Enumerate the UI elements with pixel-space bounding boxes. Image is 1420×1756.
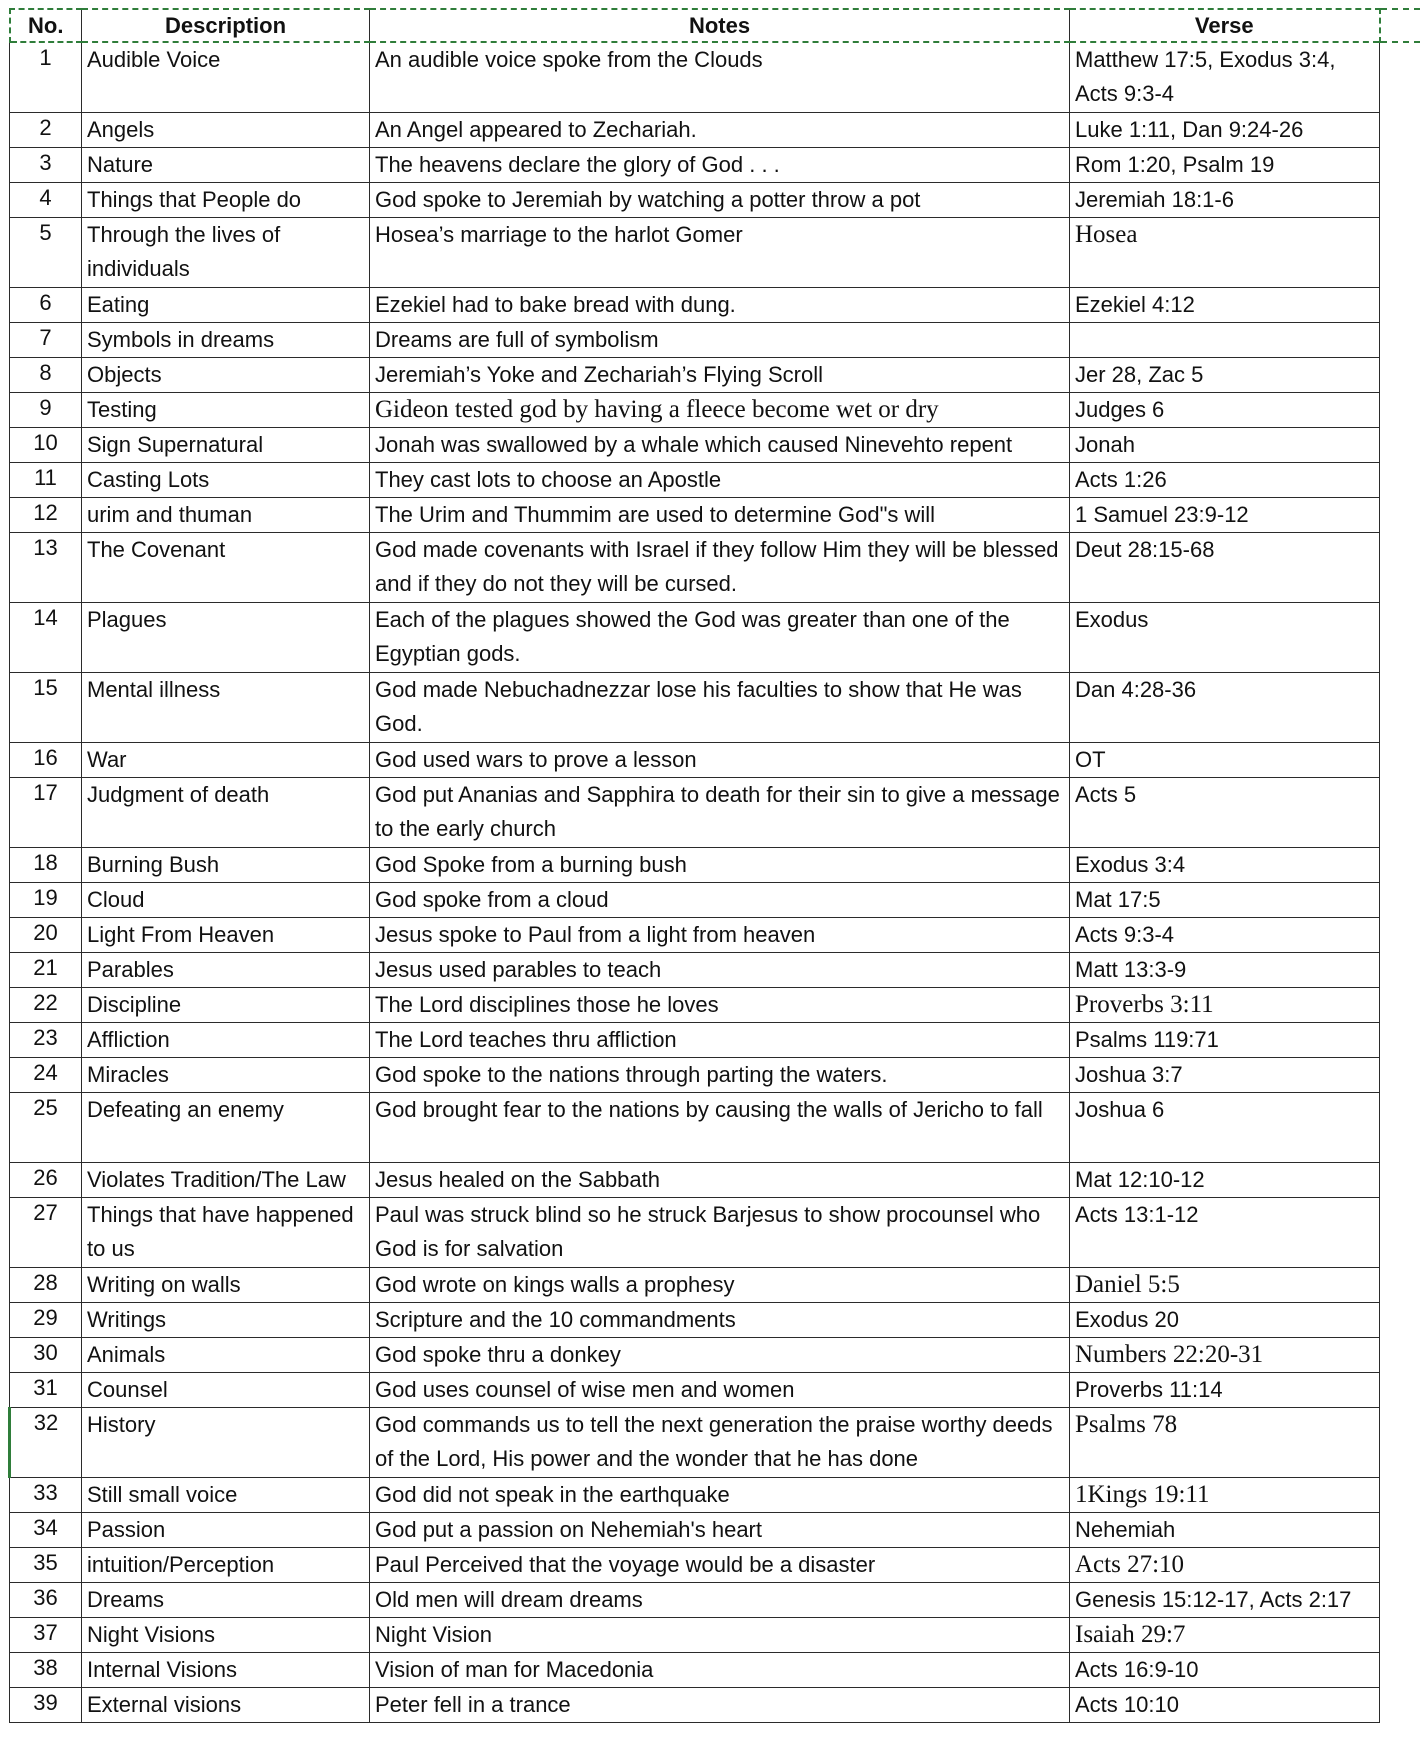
cell-verse[interactable]: 1 Samuel 23:9-12: [1070, 498, 1380, 533]
cell-verse[interactable]: Jonah: [1070, 428, 1380, 463]
table-row: [10, 218, 1420, 288]
cell-empty[interactable]: [1380, 393, 1420, 428]
cell-no[interactable]: 4: [10, 183, 82, 218]
table-row: [10, 1163, 1420, 1198]
cell-verse[interactable]: Psalms 78: [1070, 1408, 1380, 1478]
cell-verse[interactable]: Exodus: [1070, 603, 1380, 673]
cell-description[interactable]: Discipline: [82, 988, 370, 1023]
cell-empty[interactable]: [1380, 183, 1420, 218]
table-row: [10, 1093, 1420, 1163]
table-row: [10, 113, 1420, 148]
cell-empty[interactable]: [1380, 463, 1420, 498]
cell-description[interactable]: Testing: [82, 393, 370, 428]
cell-empty[interactable]: [1380, 218, 1420, 288]
table-row: [10, 533, 1420, 603]
cell-notes[interactable]: Night Vision: [370, 1618, 1070, 1653]
cell-notes[interactable]: An Angel appeared to Zechariah.: [370, 113, 1070, 148]
table-row: [10, 463, 1420, 498]
table-row: [10, 1268, 1420, 1303]
cell-no[interactable]: 11: [10, 463, 82, 498]
cell-notes[interactable]: The Lord disciplines those he loves: [370, 988, 1070, 1023]
cell-empty[interactable]: [1380, 1513, 1420, 1548]
cell-verse[interactable]: Deut 28:15-68: [1070, 533, 1380, 603]
cell-notes[interactable]: God used wars to prove a lesson: [370, 743, 1070, 778]
table-row: [10, 673, 1420, 743]
cell-verse[interactable]: Exodus 3:4: [1070, 848, 1380, 883]
cell-description[interactable]: Symbols in dreams: [82, 323, 370, 358]
cell-no[interactable]: 35: [10, 1548, 82, 1583]
cell-description[interactable]: Objects: [82, 358, 370, 393]
cell-description[interactable]: Mental illness: [82, 673, 370, 743]
header-row: [10, 9, 1420, 42]
cell-verse[interactable]: Numbers 22:20-31: [1070, 1338, 1380, 1373]
cell-empty[interactable]: [1380, 1548, 1420, 1583]
cell-empty[interactable]: [1380, 1303, 1420, 1338]
cell-notes[interactable]: God put Ananias and Sapphira to death for their sin to give a message to the early church: [370, 778, 1070, 848]
cell-verse[interactable]: Acts 27:10: [1070, 1548, 1380, 1583]
cell-no[interactable]: 24: [10, 1058, 82, 1093]
cell-notes[interactable]: They cast lots to choose an Apostle: [370, 463, 1070, 498]
cell-no[interactable]: 29: [10, 1303, 82, 1338]
table-row: [10, 953, 1420, 988]
cell-verse[interactable]: Judges 6: [1070, 393, 1380, 428]
cell-notes[interactable]: God spoke to the nations through parting the waters.: [370, 1058, 1070, 1093]
table-row: [10, 148, 1420, 183]
cell-no[interactable]: 9: [10, 393, 82, 428]
cell-no[interactable]: 33: [10, 1478, 82, 1513]
cell-description[interactable]: Things that People do: [82, 183, 370, 218]
cell-description[interactable]: Cloud: [82, 883, 370, 918]
cell-notes[interactable]: Ezekiel had to bake bread with dung.: [370, 288, 1070, 323]
cell-notes[interactable]: Gideon tested god by having a fleece become wet or dry: [370, 393, 1070, 428]
cell-verse[interactable]: Hosea: [1070, 218, 1380, 288]
table-row: [10, 42, 1420, 113]
cell-description[interactable]: Dreams: [82, 1583, 370, 1618]
cell-notes[interactable]: God uses counsel of wise men and women: [370, 1373, 1070, 1408]
table-row: [10, 1058, 1420, 1093]
table-row: [10, 1338, 1420, 1373]
cell-notes[interactable]: God did not speak in the earthquake: [370, 1478, 1070, 1513]
cell-verse[interactable]: Acts 1:26: [1070, 463, 1380, 498]
cell-verse[interactable]: Mat 17:5: [1070, 883, 1380, 918]
cell-notes[interactable]: Paul Perceived that the voyage would be a disaster: [370, 1548, 1070, 1583]
cell-no[interactable]: 7: [10, 323, 82, 358]
cell-description[interactable]: Animals: [82, 1338, 370, 1373]
table-row: [10, 1513, 1420, 1548]
cell-verse[interactable]: Acts 13:1-12: [1070, 1198, 1380, 1268]
cell-verse[interactable]: Jeremiah 18:1-6: [1070, 183, 1380, 218]
cell-verse[interactable]: Dan 4:28-36: [1070, 673, 1380, 743]
cell-description[interactable]: Light From Heaven: [82, 918, 370, 953]
cell-description[interactable]: Counsel: [82, 1373, 370, 1408]
cell-description[interactable]: Things that have happened to us: [82, 1198, 370, 1268]
cell-verse[interactable]: Nehemiah: [1070, 1513, 1380, 1548]
cell-empty[interactable]: [1380, 848, 1420, 883]
table-row: [10, 1618, 1420, 1653]
cell-no[interactable]: 17: [10, 778, 82, 848]
cell-no[interactable]: 23: [10, 1023, 82, 1058]
cell-description[interactable]: Defeating an enemy: [82, 1093, 370, 1163]
cell-empty[interactable]: [1380, 1338, 1420, 1373]
cell-notes[interactable]: Hosea’s marriage to the harlot Gomer: [370, 218, 1070, 288]
table-row: [10, 743, 1420, 778]
cell-empty[interactable]: [1380, 1688, 1420, 1723]
table-row: [10, 323, 1420, 358]
cell-notes[interactable]: God commands us to tell the next generation the praise worthy deeds of the Lord, His power and the wonder that he has done: [370, 1408, 1070, 1478]
cell-empty[interactable]: [1380, 1408, 1420, 1478]
cell-no[interactable]: 18: [10, 848, 82, 883]
column-header-empty[interactable]: [1380, 9, 1420, 42]
cell-description[interactable]: Affliction: [82, 1023, 370, 1058]
cell-notes[interactable]: Vision of man for Macedonia: [370, 1653, 1070, 1688]
cell-verse[interactable]: Mat 12:10-12: [1070, 1163, 1380, 1198]
cell-description[interactable]: Writing on walls: [82, 1268, 370, 1303]
cell-description[interactable]: urim and thuman: [82, 498, 370, 533]
cell-verse[interactable]: Acts 16:9-10: [1070, 1653, 1380, 1688]
cell-description[interactable]: Internal Visions: [82, 1653, 370, 1688]
table-row: [10, 603, 1420, 673]
cell-notes[interactable]: Jesus healed on the Sabbath: [370, 1163, 1070, 1198]
cell-no[interactable]: 30: [10, 1338, 82, 1373]
column-header-description[interactable]: Description: [82, 9, 370, 42]
cell-notes[interactable]: God made Nebuchadnezzar lose his faculties to show that He was God.: [370, 673, 1070, 743]
cell-no[interactable]: 3: [10, 148, 82, 183]
cell-no[interactable]: 6: [10, 288, 82, 323]
cell-empty[interactable]: [1380, 603, 1420, 673]
table-row: [10, 498, 1420, 533]
cell-description[interactable]: Sign Supernatural: [82, 428, 370, 463]
cell-empty[interactable]: [1380, 673, 1420, 743]
cell-empty[interactable]: [1380, 1163, 1420, 1198]
cell-verse[interactable]: Joshua 3:7: [1070, 1058, 1380, 1093]
cell-notes[interactable]: God made covenants with Israel if they follow Him they will be blessed and if they do not they will be cursed.: [370, 533, 1070, 603]
cell-description[interactable]: intuition/Perception: [82, 1548, 370, 1583]
cell-verse[interactable]: 1Kings 19:11: [1070, 1478, 1380, 1513]
table-row: [10, 183, 1420, 218]
cell-no[interactable]: 28: [10, 1268, 82, 1303]
cell-no[interactable]: 15: [10, 673, 82, 743]
cell-no[interactable]: 2: [10, 113, 82, 148]
cell-no[interactable]: 13: [10, 533, 82, 603]
cell-notes[interactable]: God brought fear to the nations by causing the walls of Jericho to fall: [370, 1093, 1070, 1163]
cell-notes[interactable]: Each of the plagues showed the God was greater than one of the Egyptian gods.: [370, 603, 1070, 673]
cell-empty[interactable]: [1380, 1653, 1420, 1688]
cell-notes[interactable]: The Lord teaches thru affliction: [370, 1023, 1070, 1058]
cell-verse[interactable]: Matthew 17:5, Exodus 3:4, Acts 9:3-4: [1070, 42, 1380, 113]
cell-description[interactable]: External visions: [82, 1688, 370, 1723]
cell-verse[interactable]: Joshua 6: [1070, 1093, 1380, 1163]
cell-notes[interactable]: Jesus used parables to teach: [370, 953, 1070, 988]
cell-empty[interactable]: [1380, 1268, 1420, 1303]
cell-no[interactable]: 27: [10, 1198, 82, 1268]
cell-verse[interactable]: Jer 28, Zac 5: [1070, 358, 1380, 393]
cell-notes[interactable]: Paul was struck blind so he struck Barjesus to show procounsel who God is for salvation: [370, 1198, 1070, 1268]
cell-notes[interactable]: Jeremiah’s Yoke and Zechariah’s Flying Scroll: [370, 358, 1070, 393]
cell-notes[interactable]: Jesus spoke to Paul from a light from heaven: [370, 918, 1070, 953]
cell-empty[interactable]: [1380, 1023, 1420, 1058]
cell-verse[interactable]: Proverbs 11:14: [1070, 1373, 1380, 1408]
cell-description[interactable]: Eating: [82, 288, 370, 323]
cell-verse[interactable]: Ezekiel 4:12: [1070, 288, 1380, 323]
cell-no[interactable]: 34: [10, 1513, 82, 1548]
cell-empty[interactable]: [1380, 113, 1420, 148]
cell-no[interactable]: 12: [10, 498, 82, 533]
cell-description[interactable]: Still small voice: [82, 1478, 370, 1513]
cell-description[interactable]: Casting Lots: [82, 463, 370, 498]
cell-verse[interactable]: Matt 13:3-9: [1070, 953, 1380, 988]
table-row: [10, 428, 1420, 463]
table-row: [10, 1583, 1420, 1618]
cell-verse[interactable]: Acts 10:10: [1070, 1688, 1380, 1723]
cell-description[interactable]: War: [82, 743, 370, 778]
cell-description[interactable]: Miracles: [82, 1058, 370, 1093]
column-header-no[interactable]: No.: [10, 9, 82, 42]
cell-description[interactable]: Parables: [82, 953, 370, 988]
cell-empty[interactable]: [1380, 743, 1420, 778]
cell-description[interactable]: The Covenant: [82, 533, 370, 603]
cell-verse[interactable]: Proverbs 3:11: [1070, 988, 1380, 1023]
cell-no[interactable]: 21: [10, 953, 82, 988]
cell-empty[interactable]: [1380, 1618, 1420, 1653]
cell-description[interactable]: Passion: [82, 1513, 370, 1548]
cell-no[interactable]: 8: [10, 358, 82, 393]
cell-notes[interactable]: Jonah was swallowed by a whale which caused Ninevehto repent: [370, 428, 1070, 463]
cell-no[interactable]: 25: [10, 1093, 82, 1163]
cell-notes[interactable]: God spoke to Jeremiah by watching a potter throw a pot: [370, 183, 1070, 218]
cell-notes[interactable]: Old men will dream dreams: [370, 1583, 1070, 1618]
cell-notes[interactable]: The heavens declare the glory of God . . .: [370, 148, 1070, 183]
cell-empty[interactable]: [1380, 883, 1420, 918]
cell-notes[interactable]: Peter fell in a trance: [370, 1688, 1070, 1723]
table-row: [10, 1198, 1420, 1268]
cell-empty[interactable]: [1380, 428, 1420, 463]
cell-verse[interactable]: Isaiah 29:7: [1070, 1618, 1380, 1653]
cell-notes[interactable]: God Spoke from a burning bush: [370, 848, 1070, 883]
cell-notes[interactable]: An audible voice spoke from the Clouds: [370, 42, 1070, 113]
cell-no[interactable]: 22: [10, 988, 82, 1023]
cell-description[interactable]: Burning Bush: [82, 848, 370, 883]
cell-description[interactable]: Judgment of death: [82, 778, 370, 848]
cell-empty[interactable]: [1380, 1478, 1420, 1513]
cell-description[interactable]: Audible Voice: [82, 42, 370, 113]
table-row: [10, 1478, 1420, 1513]
cell-notes[interactable]: God spoke from a cloud: [370, 883, 1070, 918]
cell-no[interactable]: 38: [10, 1653, 82, 1688]
cell-verse[interactable]: [1070, 323, 1380, 358]
cell-description[interactable]: Nature: [82, 148, 370, 183]
cell-empty[interactable]: [1380, 1373, 1420, 1408]
cell-verse[interactable]: OT: [1070, 743, 1380, 778]
column-header-notes[interactable]: Notes: [370, 9, 1070, 42]
cell-description[interactable]: Through the lives of individuals: [82, 218, 370, 288]
cell-description[interactable]: Writings: [82, 1303, 370, 1338]
cell-no[interactable]: 5: [10, 218, 82, 288]
cell-notes[interactable]: God wrote on kings walls a prophesy: [370, 1268, 1070, 1303]
table-row: [10, 918, 1420, 953]
table-row: [10, 1653, 1420, 1688]
cell-empty[interactable]: [1380, 358, 1420, 393]
cell-no[interactable]: 14: [10, 603, 82, 673]
cell-no[interactable]: 36: [10, 1583, 82, 1618]
table-row: [10, 988, 1420, 1023]
cell-description[interactable]: Violates Tradition/The Law: [82, 1163, 370, 1198]
cell-empty[interactable]: [1380, 323, 1420, 358]
spreadsheet: [8, 8, 1420, 1723]
cell-empty[interactable]: [1380, 778, 1420, 848]
cell-empty[interactable]: [1380, 918, 1420, 953]
column-header-verse[interactable]: Verse: [1070, 9, 1380, 42]
cell-empty[interactable]: [1380, 1583, 1420, 1618]
cell-verse[interactable]: Acts 5: [1070, 778, 1380, 848]
cell-verse[interactable]: Luke 1:11, Dan 9:24-26: [1070, 113, 1380, 148]
cell-notes[interactable]: God put a passion on Nehemiah's heart: [370, 1513, 1070, 1548]
cell-verse[interactable]: Exodus 20: [1070, 1303, 1380, 1338]
cell-empty[interactable]: [1380, 988, 1420, 1023]
cell-no[interactable]: 26: [10, 1163, 82, 1198]
cell-verse[interactable]: Acts 9:3-4: [1070, 918, 1380, 953]
cell-verse[interactable]: Psalms 119:71: [1070, 1023, 1380, 1058]
cell-no[interactable]: 37: [10, 1618, 82, 1653]
table-row: [10, 1688, 1420, 1723]
cell-empty[interactable]: [1380, 533, 1420, 603]
cell-description[interactable]: Angels: [82, 113, 370, 148]
cell-description[interactable]: Night Visions: [82, 1618, 370, 1653]
cell-no[interactable]: 31: [10, 1373, 82, 1408]
table-body: [10, 42, 1420, 1723]
table-row: [10, 1408, 1420, 1478]
table-row: [10, 1373, 1420, 1408]
table-row: [10, 1023, 1420, 1058]
cell-notes[interactable]: Scripture and the 10 commandments: [370, 1303, 1070, 1338]
cell-empty[interactable]: [1380, 288, 1420, 323]
cell-no[interactable]: 20: [10, 918, 82, 953]
cell-empty[interactable]: [1380, 953, 1420, 988]
cell-verse[interactable]: Rom 1:20, Psalm 19: [1070, 148, 1380, 183]
cell-empty[interactable]: [1380, 1058, 1420, 1093]
table-row: [10, 883, 1420, 918]
table-row: [10, 358, 1420, 393]
cell-empty[interactable]: [1380, 1093, 1420, 1163]
cell-verse[interactable]: Daniel 5:5: [1070, 1268, 1380, 1303]
cell-empty[interactable]: [1380, 498, 1420, 533]
table-row: [10, 778, 1420, 848]
cell-no[interactable]: 32: [10, 1408, 82, 1478]
cell-empty[interactable]: [1380, 148, 1420, 183]
cell-verse[interactable]: Genesis 15:12-17, Acts 2:17: [1070, 1583, 1380, 1618]
table-row: [10, 1303, 1420, 1338]
cell-no[interactable]: 10: [10, 428, 82, 463]
cell-empty[interactable]: [1380, 1198, 1420, 1268]
cell-no[interactable]: 39: [10, 1688, 82, 1723]
table-row: [10, 848, 1420, 883]
table-row: [10, 288, 1420, 323]
table-row: [10, 393, 1420, 428]
cell-description[interactable]: History: [82, 1408, 370, 1478]
cell-notes[interactable]: Dreams are full of symbolism: [370, 323, 1070, 358]
cell-description[interactable]: Plagues: [82, 603, 370, 673]
cell-no[interactable]: 1: [10, 42, 82, 113]
cell-no[interactable]: 19: [10, 883, 82, 918]
cell-empty[interactable]: [1380, 42, 1420, 113]
cell-notes[interactable]: The Urim and Thummim are used to determine God"s will: [370, 498, 1070, 533]
table-row: [10, 1548, 1420, 1583]
data-table: [8, 8, 1420, 1723]
cell-notes[interactable]: God spoke thru a donkey: [370, 1338, 1070, 1373]
cell-no[interactable]: 16: [10, 743, 82, 778]
